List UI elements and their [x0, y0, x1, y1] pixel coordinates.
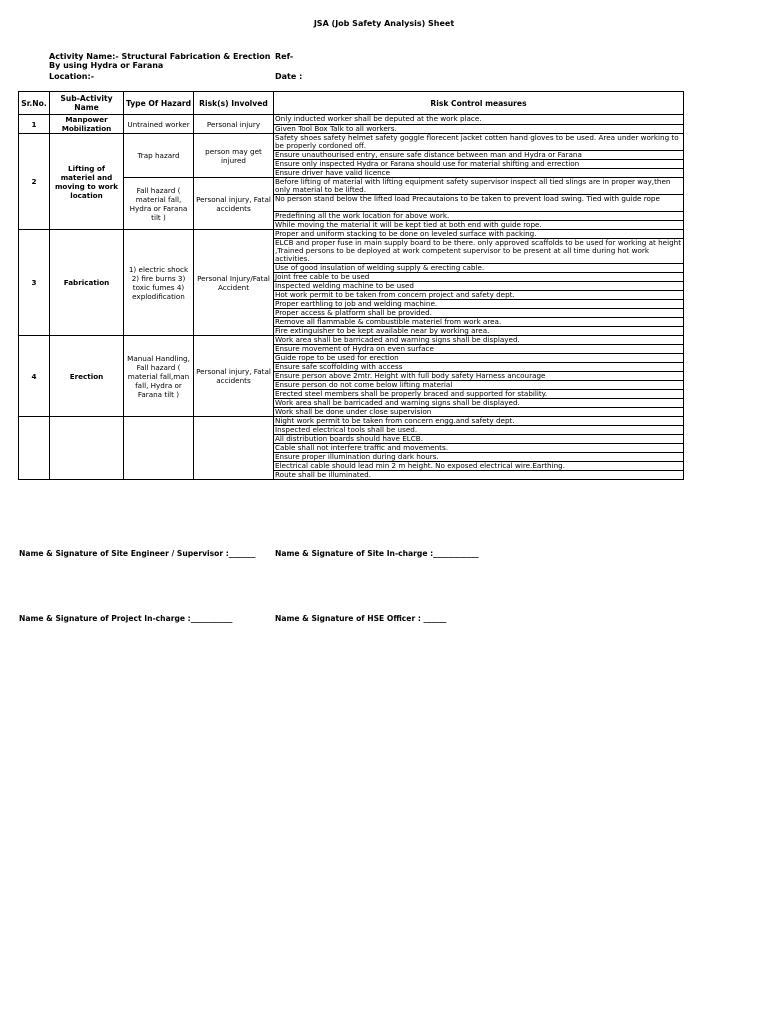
control-measure-cell: Ensure driver have valid licence: [274, 169, 684, 178]
table-row: [19, 336, 684, 345]
risk-involved-cell: Personal Injury/Fatal Accident: [194, 230, 274, 336]
control-measure-cell: Ensure only inspected Hydra or Farana should use for material shifting and errection: [274, 160, 684, 169]
col-risk-header: Risk(s) Involved: [194, 92, 274, 115]
control-measure-cell: Safety shoes safety helmet safety goggle florecent jacket cotten hand gloves to be used. Area under working to be properly cordoned off.: [274, 134, 684, 151]
table-row: [19, 417, 684, 426]
control-measure-cell: Inspected electrical tools shall be used.: [274, 426, 684, 435]
col-sub-activity-header: Sub-Activity Name: [50, 92, 124, 115]
hazard-type-cell: Trap hazard: [124, 134, 194, 178]
control-measure-cell: Ensure unauthourised entry, ensure safe distance between man and Hydra or Farana: [274, 151, 684, 160]
ref-label: Ref-: [275, 52, 294, 61]
control-measure-cell: Inspected welding machine to be used: [274, 282, 684, 291]
control-measure-cell: Fire extinguisher to be kept available near by working area.: [274, 327, 684, 336]
control-measure-cell: Route shall be illuminated.: [274, 471, 684, 480]
sr-no-cell: 3: [19, 230, 50, 336]
table-row: [19, 134, 684, 151]
control-measure-cell: Electrical cable should lead min 2 m height. No exposed electrical wire.Earthing.: [274, 462, 684, 471]
sr-no-cell: 2: [19, 134, 50, 230]
sr-no-cell: [19, 417, 50, 480]
hazard-type-cell: [124, 417, 194, 480]
control-measure-cell: All distribution boards should have ELCB.: [274, 435, 684, 444]
hazard-type-cell: Manual Handling, Fall hazard ( material fall,man fall, Hydra or Farana tilt ): [124, 336, 194, 417]
control-measure-cell: Cable shall not interfere traffic and movements.: [274, 444, 684, 453]
risk-involved-cell: Personal injury: [194, 115, 274, 134]
control-measure-cell: Guide rope to be used for erection: [274, 354, 684, 363]
control-measure-cell: Ensure safe scoffolding with access: [274, 363, 684, 372]
sub-activity-cell: Erection: [50, 336, 124, 417]
control-measure-cell: Erected steel members shall be properly braced and supported for stability.: [274, 390, 684, 399]
col-sr-header: Sr.No.: [19, 92, 50, 115]
sr-no-cell: 1: [19, 115, 50, 134]
sr-no-cell: 4: [19, 336, 50, 417]
control-measure-cell: Remove all flammable & combustible materiel from work area.: [274, 318, 684, 327]
control-measure-cell: Before lifting of material with lifting equipment safety supervisor inspect all tied slings are in proper way,then only material to be lifted.: [274, 178, 684, 195]
control-measure-cell: Proper earthling to job and welding machine.: [274, 300, 684, 309]
project-incharge-signature: Name & Signature of Project In-charge :___________: [19, 614, 233, 623]
sub-activity-cell: Lifting of materiel and moving to work location: [50, 134, 124, 230]
date-label: Date :: [275, 72, 303, 81]
control-measure-cell: Ensure person do not come below lifting material: [274, 381, 684, 390]
hse-officer-signature: Name & Signature of HSE Officer : ______: [275, 614, 447, 623]
by-using: By using Hydra or Farana: [49, 61, 164, 70]
risk-involved-cell: Personal injury, Fatal accidents: [194, 178, 274, 230]
control-measure-cell: Proper and uniform stacking to be done on leveled surface with packing.: [274, 230, 684, 239]
control-measure-cell: ELCB and proper fuse in main supply board to be there. only approved scaffolds to be used for working at height ,Trained persons to be deployed at work competent supervisor to be present at all time during hot work activities.: [274, 239, 684, 264]
sub-activity-cell: Fabrication: [50, 230, 124, 336]
hazard-type-cell: 1) electric shock 2) fire burns 3) toxic fumes 4) explodification: [124, 230, 194, 336]
jsa-table: [18, 91, 684, 480]
control-measure-cell: Predefining all the work location for above work.: [274, 212, 684, 221]
table-row: [19, 230, 684, 239]
control-measure-cell: Work area shall be barricaded and warning signs shall be displayed.: [274, 399, 684, 408]
sub-activity-cell: Manpower Mobilization: [50, 115, 124, 134]
control-measure-cell: While moving the material it will be kept tied at both end with guide rope.: [274, 221, 684, 230]
control-measure-cell: Ensure person above 2mtr. Height with full body safety Harness ancourage: [274, 372, 684, 381]
col-controls-header: Risk Control measures: [274, 92, 684, 115]
control-measure-cell: Proper access & platform shall be provided.: [274, 309, 684, 318]
control-measure-cell: Use of good insulation of welding supply & erecting cable.: [274, 264, 684, 273]
control-measure-cell: Work shall be done under close supervision: [274, 408, 684, 417]
risk-involved-cell: person may get injured: [194, 134, 274, 178]
control-measure-cell: Work area shall be barricaded and warning signs shall be displayed.: [274, 336, 684, 345]
risk-involved-cell: [194, 417, 274, 480]
table-header-row: [19, 92, 684, 115]
control-measure-cell: Ensure proper illumination during dark hours.: [274, 453, 684, 462]
site-engineer-signature: Name & Signature of Site Engineer / Supervisor :_______: [19, 549, 256, 558]
hazard-type-cell: Untrained worker: [124, 115, 194, 134]
table-row: [19, 115, 684, 125]
site-incharge-signature: Name & Signature of Site In-charge :____________: [275, 549, 479, 558]
control-measure-cell: Joint free cable to be used: [274, 273, 684, 282]
sub-activity-cell: [50, 417, 124, 480]
risk-involved-cell: Personal injury, Fatal accidents: [194, 336, 274, 417]
control-measure-cell: No person stand below the lifted load Precautaions to be taken to prevent load swing. Tied with guide rope: [274, 195, 684, 212]
control-measure-cell: Hot work permit to be taken from concern project and safety dept.: [274, 291, 684, 300]
sheet-title: JSA (Job Safety Analysis) Sheet: [313, 19, 455, 28]
control-measure-cell: Only inducted worker shall be deputed at the work place.: [274, 115, 684, 125]
location-label: Location:-: [49, 72, 95, 81]
col-hazard-header: Type Of Hazard: [124, 92, 194, 115]
control-measure-cell: Night work permit to be taken from concern engg.and safety dept.: [274, 417, 684, 426]
control-measure-cell: Ensure movement of Hydra on even surface: [274, 345, 684, 354]
activity-name: Activity Name:- Structural Fabrication & Erection: [49, 52, 271, 61]
hazard-type-cell: Fall hazard ( material fall, Hydra or Farana tilt ): [124, 178, 194, 230]
control-measure-cell: Given Tool Box Talk to all workers.: [274, 124, 684, 134]
